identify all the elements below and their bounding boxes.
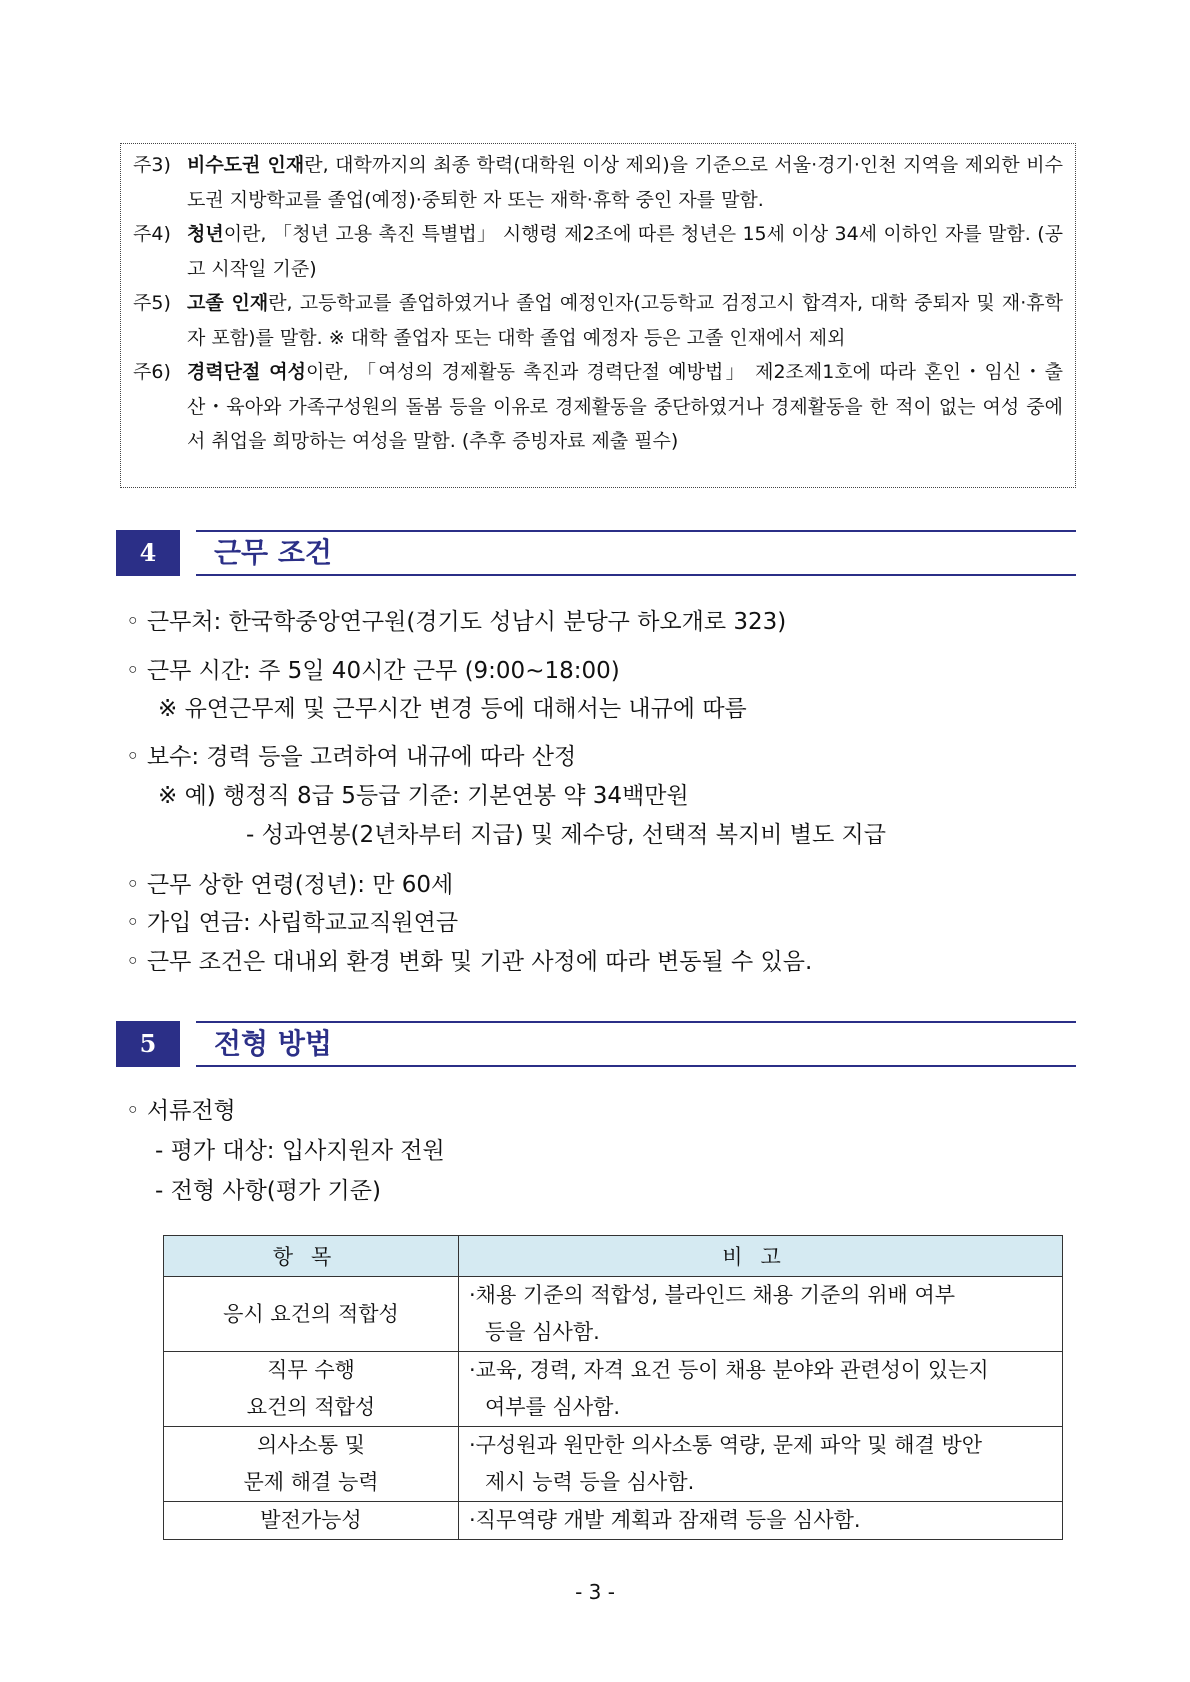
criteria-item: 발전가능성	[164, 1502, 459, 1540]
table-row	[164, 1352, 1063, 1427]
note-text: 이란, 「여성의 경제활동 촉진과 경력단절 예방법」 제2조제1호에 따라 혼인・임신・출산・육아와 가족구성원의 돌봄 등을 이유로 경제활동을 중단하였거나 경제활동을 한 적이 없는 여성 중에서 취업을 희망하는 여성을 말함. (추후 증빙자료 제출 필수)	[187, 361, 1063, 452]
column-header-note: 비고	[459, 1236, 1063, 1277]
section-title: 전형 방법	[214, 1027, 332, 1060]
note-label: 주5)	[133, 292, 171, 314]
note-term: 고졸 인재	[187, 292, 269, 314]
note-label: 주6)	[133, 361, 171, 383]
criteria-item: 직무 수행 요건의 적합성	[164, 1352, 459, 1427]
criteria-item: 의사소통 및 문제 해결 능력	[164, 1427, 459, 1502]
divider	[196, 1065, 1076, 1067]
note-text: 이란, 「청년 고용 촉진 특별법」 시행령 제2조에 따른 청년은 15세 이상 34세 이하인 자를 말함. (공고 시작일 기준)	[187, 223, 1063, 280]
note-4	[133, 217, 1063, 286]
criteria-note: ·구성원과 원만한 의사소통 역량, 문제 파악 및 해결 방안 제시 능력 등을 심사함.	[459, 1427, 1063, 1502]
note-term: 청년	[187, 223, 224, 245]
criteria-item: 응시 요건의 적합성	[164, 1277, 459, 1352]
note-text: 란, 고등학교를 졸업하였거나 졸업 예정인자(고등학교 검정고시 합격자, 대학 중퇴자 및 재·휴학자 포함)를 말함. ※ 대학 졸업자 또는 대학 졸업 예정자 등은 고졸 인재에서 제외	[187, 292, 1064, 349]
divider	[196, 530, 1076, 532]
note-6	[133, 355, 1063, 459]
pension: ◦ 가입 연금: 사립학교교직원연금	[126, 910, 459, 936]
table-header-row	[164, 1236, 1063, 1277]
salary-extra: - 성과연봉(2년차부터 지급) 및 제수당, 선택적 복지비 별도 지급	[246, 822, 886, 848]
table-row	[164, 1502, 1063, 1540]
footnotes-box	[120, 143, 1076, 488]
note-text: 란, 대학까지의 최종 학력(대학원 이상 제외)을 기준으로 서울·경기·인천 지역을 제외한 비수도권 지방학교를 졸업(예정)·중퇴한 자 또는 재학·휴학 중인 자를 말함.	[187, 154, 1063, 211]
section-5-header	[116, 1021, 1076, 1067]
section-number: 5	[116, 1021, 180, 1067]
section-title: 근무 조건	[214, 536, 332, 569]
evaluation-target: - 평가 대상: 입사지원자 전원	[155, 1138, 445, 1164]
work-hours: ◦ 근무 시간: 주 5일 40시간 근무 (9:00~18:00)	[126, 658, 620, 684]
criteria-table	[163, 1235, 1063, 1540]
retirement-age: ◦ 근무 상한 연령(정년): 만 60세	[126, 872, 454, 898]
section-number: 4	[116, 530, 180, 576]
note-label: 주4)	[133, 223, 171, 245]
table-row	[164, 1277, 1063, 1352]
criteria-note: ·채용 기준의 적합성, 블라인드 채용 기준의 위배 여부 등을 심사함.	[459, 1277, 1063, 1352]
work-hours-note: ※ 유연근무제 및 근무시간 변경 등에 대해서는 내규에 따름	[158, 696, 747, 722]
divider	[196, 1021, 1076, 1023]
salary: ◦ 보수: 경력 등을 고려하여 내규에 따라 산정	[126, 744, 577, 770]
criteria-note: ·직무역량 개발 계획과 잠재력 등을 심사함.	[459, 1502, 1063, 1540]
section-4-header	[116, 530, 1076, 576]
note-term: 경력단절 여성	[187, 361, 306, 383]
page-number: - 3 -	[575, 1580, 615, 1604]
note-5	[133, 286, 1063, 355]
work-place: ◦ 근무처: 한국학중앙연구원(경기도 성남시 분당구 하오개로 323)	[126, 609, 787, 635]
criteria-note: ·교육, 경력, 자격 요건 등이 채용 분야와 관련성이 있는지 여부를 심사함.	[459, 1352, 1063, 1427]
salary-example: ※ 예) 행정직 8급 5등급 기준: 기본연봉 약 34백만원	[158, 783, 689, 809]
note-3	[133, 148, 1063, 217]
note-term: 비수도권 인재	[187, 154, 305, 176]
divider	[196, 574, 1076, 576]
conditions-change: ◦ 근무 조건은 대내외 환경 변화 및 기관 사정에 따라 변동될 수 있음.	[126, 949, 813, 975]
document-screening: ◦ 서류전형	[126, 1098, 236, 1124]
evaluation-criteria: - 전형 사항(평가 기준)	[155, 1178, 381, 1204]
table-row	[164, 1427, 1063, 1502]
column-header-item: 항목	[164, 1236, 459, 1277]
note-label: 주3)	[133, 154, 171, 176]
